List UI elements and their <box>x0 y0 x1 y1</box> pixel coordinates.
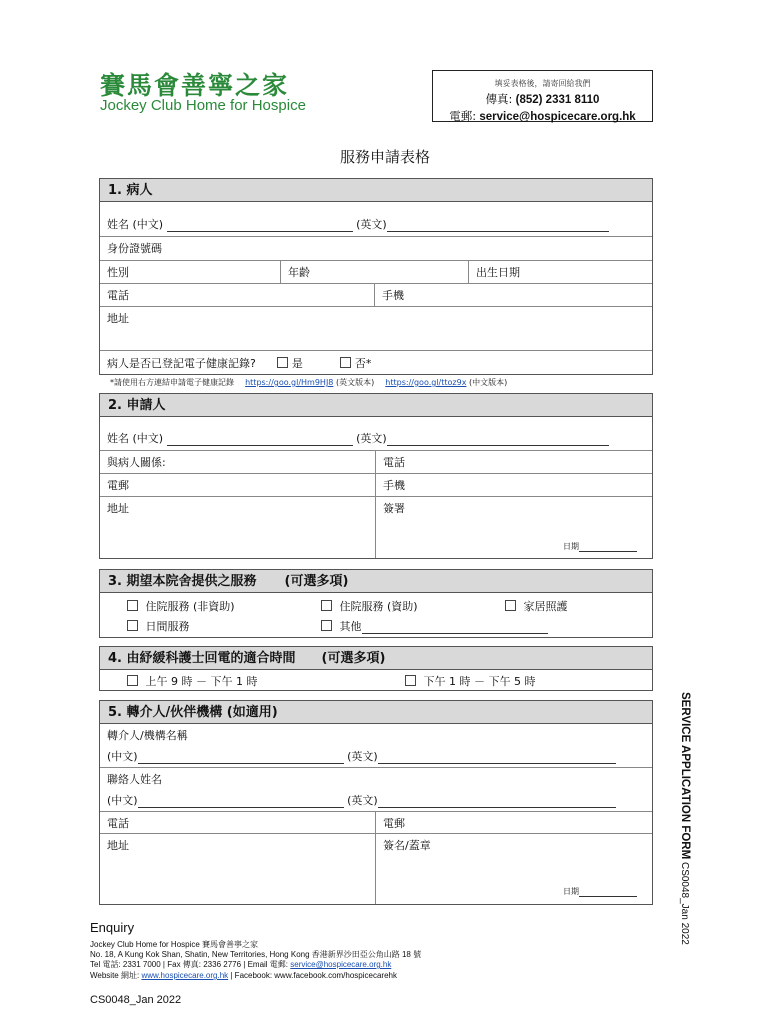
footer-code: CS0048_Jan 2022 <box>90 994 182 1006</box>
section-referrer <box>99 700 653 905</box>
option-label: 日間服務 <box>145 620 190 633</box>
name-zh-field[interactable] <box>167 221 353 232</box>
note-text: *請使用右方連結申請電子健康記錄 <box>110 378 234 387</box>
en-label: (英文) <box>347 750 378 763</box>
contact-en-field[interactable] <box>378 797 616 808</box>
email-value: service@hospicecare.org.hk <box>479 111 636 123</box>
option-label: 上午 9 時 － 下午 1 時 <box>145 675 258 688</box>
section-patient <box>99 178 653 375</box>
name-en-label: (英文) <box>356 218 387 231</box>
en-label: (英文) <box>347 794 378 807</box>
email-label: 電郵 <box>107 479 129 492</box>
option-label: 住院服務 (非資助) <box>145 600 235 613</box>
date-field[interactable] <box>563 541 637 552</box>
footer-tel: Tel 電話: 2331 7000 | Fax 傳真: 2336 2776 | Email 電郵: <box>90 960 289 969</box>
org-label: 轉介人/機構名稱 <box>107 729 188 742</box>
date-field[interactable] <box>563 886 637 897</box>
zh-label: (中文) <box>107 750 138 763</box>
address-label: 地址 <box>107 312 129 325</box>
fax-value: (852) 2331 8110 <box>515 94 600 106</box>
footer-address: No. 18, A Kung Kok Shan, Shatin, New Territories, Hong Kong 香港新界沙田亞公角山路 18 號 <box>90 950 422 959</box>
option-label: 其他 <box>339 620 362 633</box>
section-callback <box>99 646 653 691</box>
multi-select-note: (可選多項) <box>321 651 386 666</box>
option-label: 下午 1 時 － 下午 5 時 <box>423 675 536 688</box>
contact-box <box>432 70 653 122</box>
checkbox[interactable] <box>321 620 332 631</box>
ehr-link-en[interactable]: https://goo.gl/Hm9HJ8 <box>245 378 334 387</box>
patient-name-row <box>100 202 652 237</box>
patient-address-row <box>100 307 652 351</box>
ehr-question: 病人是否已登記電子健康記錄? <box>107 357 256 370</box>
service-opt-4[interactable] <box>127 618 190 634</box>
footer-contact <box>90 959 391 970</box>
applicant-relation-row <box>100 451 652 474</box>
ehr-yes-label: 是 <box>291 357 303 370</box>
referrer-contact-row <box>100 768 652 812</box>
callback-options <box>100 670 652 690</box>
footer-web <box>90 970 397 981</box>
email-label: 電郵: <box>449 109 477 123</box>
service-opt-1[interactable] <box>127 598 235 614</box>
service-opt-5[interactable] <box>321 618 548 634</box>
callback-opt-2[interactable] <box>405 673 535 689</box>
org-en-field[interactable] <box>378 753 616 764</box>
name-en-field[interactable] <box>387 221 609 232</box>
section-heading <box>100 570 652 593</box>
name-en-label: (英文) <box>356 432 387 445</box>
date-label: 日期 <box>563 887 579 896</box>
ehr-tag-en: (英文版本) <box>335 378 375 387</box>
option-label: 住院服務 (資助) <box>339 600 418 613</box>
section-heading: 1. 病人 <box>100 179 652 202</box>
footer-org: Jockey Club Home for Hospice 賽馬會善寧之家 <box>90 940 259 949</box>
side-title: SERVICE APPLICATION FORM <box>679 692 691 860</box>
fax-label: 傳真: <box>485 92 513 106</box>
phone-label: 電話 <box>107 289 129 302</box>
org-zh-field[interactable] <box>138 753 344 764</box>
contact-note: 填妥表格後，請寄回給我們 <box>494 79 591 88</box>
footer-title: Enquiry <box>90 920 135 935</box>
section-services <box>99 569 653 638</box>
patient-gender-row <box>100 261 652 284</box>
id-label: 身份證號碼 <box>107 242 162 255</box>
phone-label: 電話 <box>375 451 405 473</box>
sign-label: 簽名/蓋章 <box>383 839 431 852</box>
logo-chinese: 賽馬會善寧之家 <box>100 71 290 100</box>
referrer-org-row <box>100 724 652 768</box>
service-opt-3[interactable] <box>505 598 568 614</box>
gender-label: 性別 <box>107 266 129 279</box>
side-code: CS0048_Jan 2022 <box>679 859 690 945</box>
email-line <box>433 108 652 124</box>
footer-facebook: | Facebook: www.facebook.com/hospicecarehk <box>228 971 397 980</box>
checkbox[interactable] <box>127 600 138 611</box>
section-heading: 5. 轉介人/伙伴機構 (如適用) <box>100 701 652 724</box>
date-label: 日期 <box>563 542 579 551</box>
applicant-name-row <box>100 417 652 451</box>
phone-label: 電話 <box>107 817 129 830</box>
applicant-email-row <box>100 474 652 497</box>
mobile-label: 手機 <box>374 284 404 306</box>
service-opt-2[interactable] <box>321 598 418 614</box>
zh-label: (中文) <box>107 794 138 807</box>
dob-label: 出生日期 <box>468 261 520 283</box>
side-form-title <box>675 692 693 957</box>
checkbox[interactable] <box>321 600 332 611</box>
name-en-field[interactable] <box>387 435 609 446</box>
address-label: 地址 <box>107 502 129 515</box>
service-options <box>100 593 652 637</box>
patient-ehr-row <box>100 351 652 374</box>
section-heading-text: 3. 期望本院舍提供之服務 <box>108 574 257 589</box>
address-label: 地址 <box>107 839 129 852</box>
callback-opt-1[interactable] <box>127 673 257 689</box>
ehr-link-zh[interactable]: https://goo.gl/ttoz9x <box>385 378 467 387</box>
section-applicant <box>99 393 653 559</box>
multi-select-note: (可選多項) <box>284 574 349 589</box>
ehr-no-checkbox[interactable] <box>340 357 351 368</box>
checkbox[interactable] <box>127 620 138 631</box>
section-heading <box>100 647 652 670</box>
ehr-yes-checkbox[interactable] <box>277 357 288 368</box>
signature-label: 簽署 <box>383 502 405 515</box>
footer-email-link[interactable]: service@hospicecare.org.hk <box>290 960 392 969</box>
contact-label: 聯絡人姓名 <box>107 773 162 786</box>
applicant-address-row <box>100 497 652 558</box>
contact-zh-field[interactable] <box>138 797 344 808</box>
logo-english: Jockey Club Home for Hospice <box>100 97 306 114</box>
footer-web-link[interactable]: www.hospicecare.org.hk <box>141 971 229 980</box>
age-label: 年齡 <box>280 261 468 283</box>
patient-id-row <box>100 237 652 261</box>
mobile-label: 手機 <box>375 474 405 496</box>
fax-line <box>433 91 652 107</box>
web-label: Website 網址: <box>90 971 140 980</box>
relation-label: 與病人關係: <box>107 456 166 469</box>
section-heading-text: 4. 由紓緩科護士回電的適合時間 <box>108 651 296 666</box>
name-zh-label: 姓名 (中文) <box>107 218 164 231</box>
email-label: 電郵 <box>375 812 405 833</box>
form-title: 服務申請表格 <box>339 148 430 166</box>
checkbox[interactable] <box>405 675 416 686</box>
name-zh-label: 姓名 (中文) <box>107 432 164 445</box>
other-field[interactable] <box>362 623 548 634</box>
referrer-address-row <box>100 834 652 904</box>
patient-phone-row <box>100 284 652 307</box>
name-zh-field[interactable] <box>167 435 353 446</box>
section-heading: 2. 申請人 <box>100 394 652 417</box>
ehr-note <box>110 377 507 388</box>
ehr-no-label: 否* <box>354 357 372 370</box>
checkbox[interactable] <box>505 600 516 611</box>
referrer-phone-row <box>100 812 652 834</box>
option-label: 家居照護 <box>523 600 568 613</box>
ehr-tag-zh: (中文版本) <box>468 378 508 387</box>
checkbox[interactable] <box>127 675 138 686</box>
